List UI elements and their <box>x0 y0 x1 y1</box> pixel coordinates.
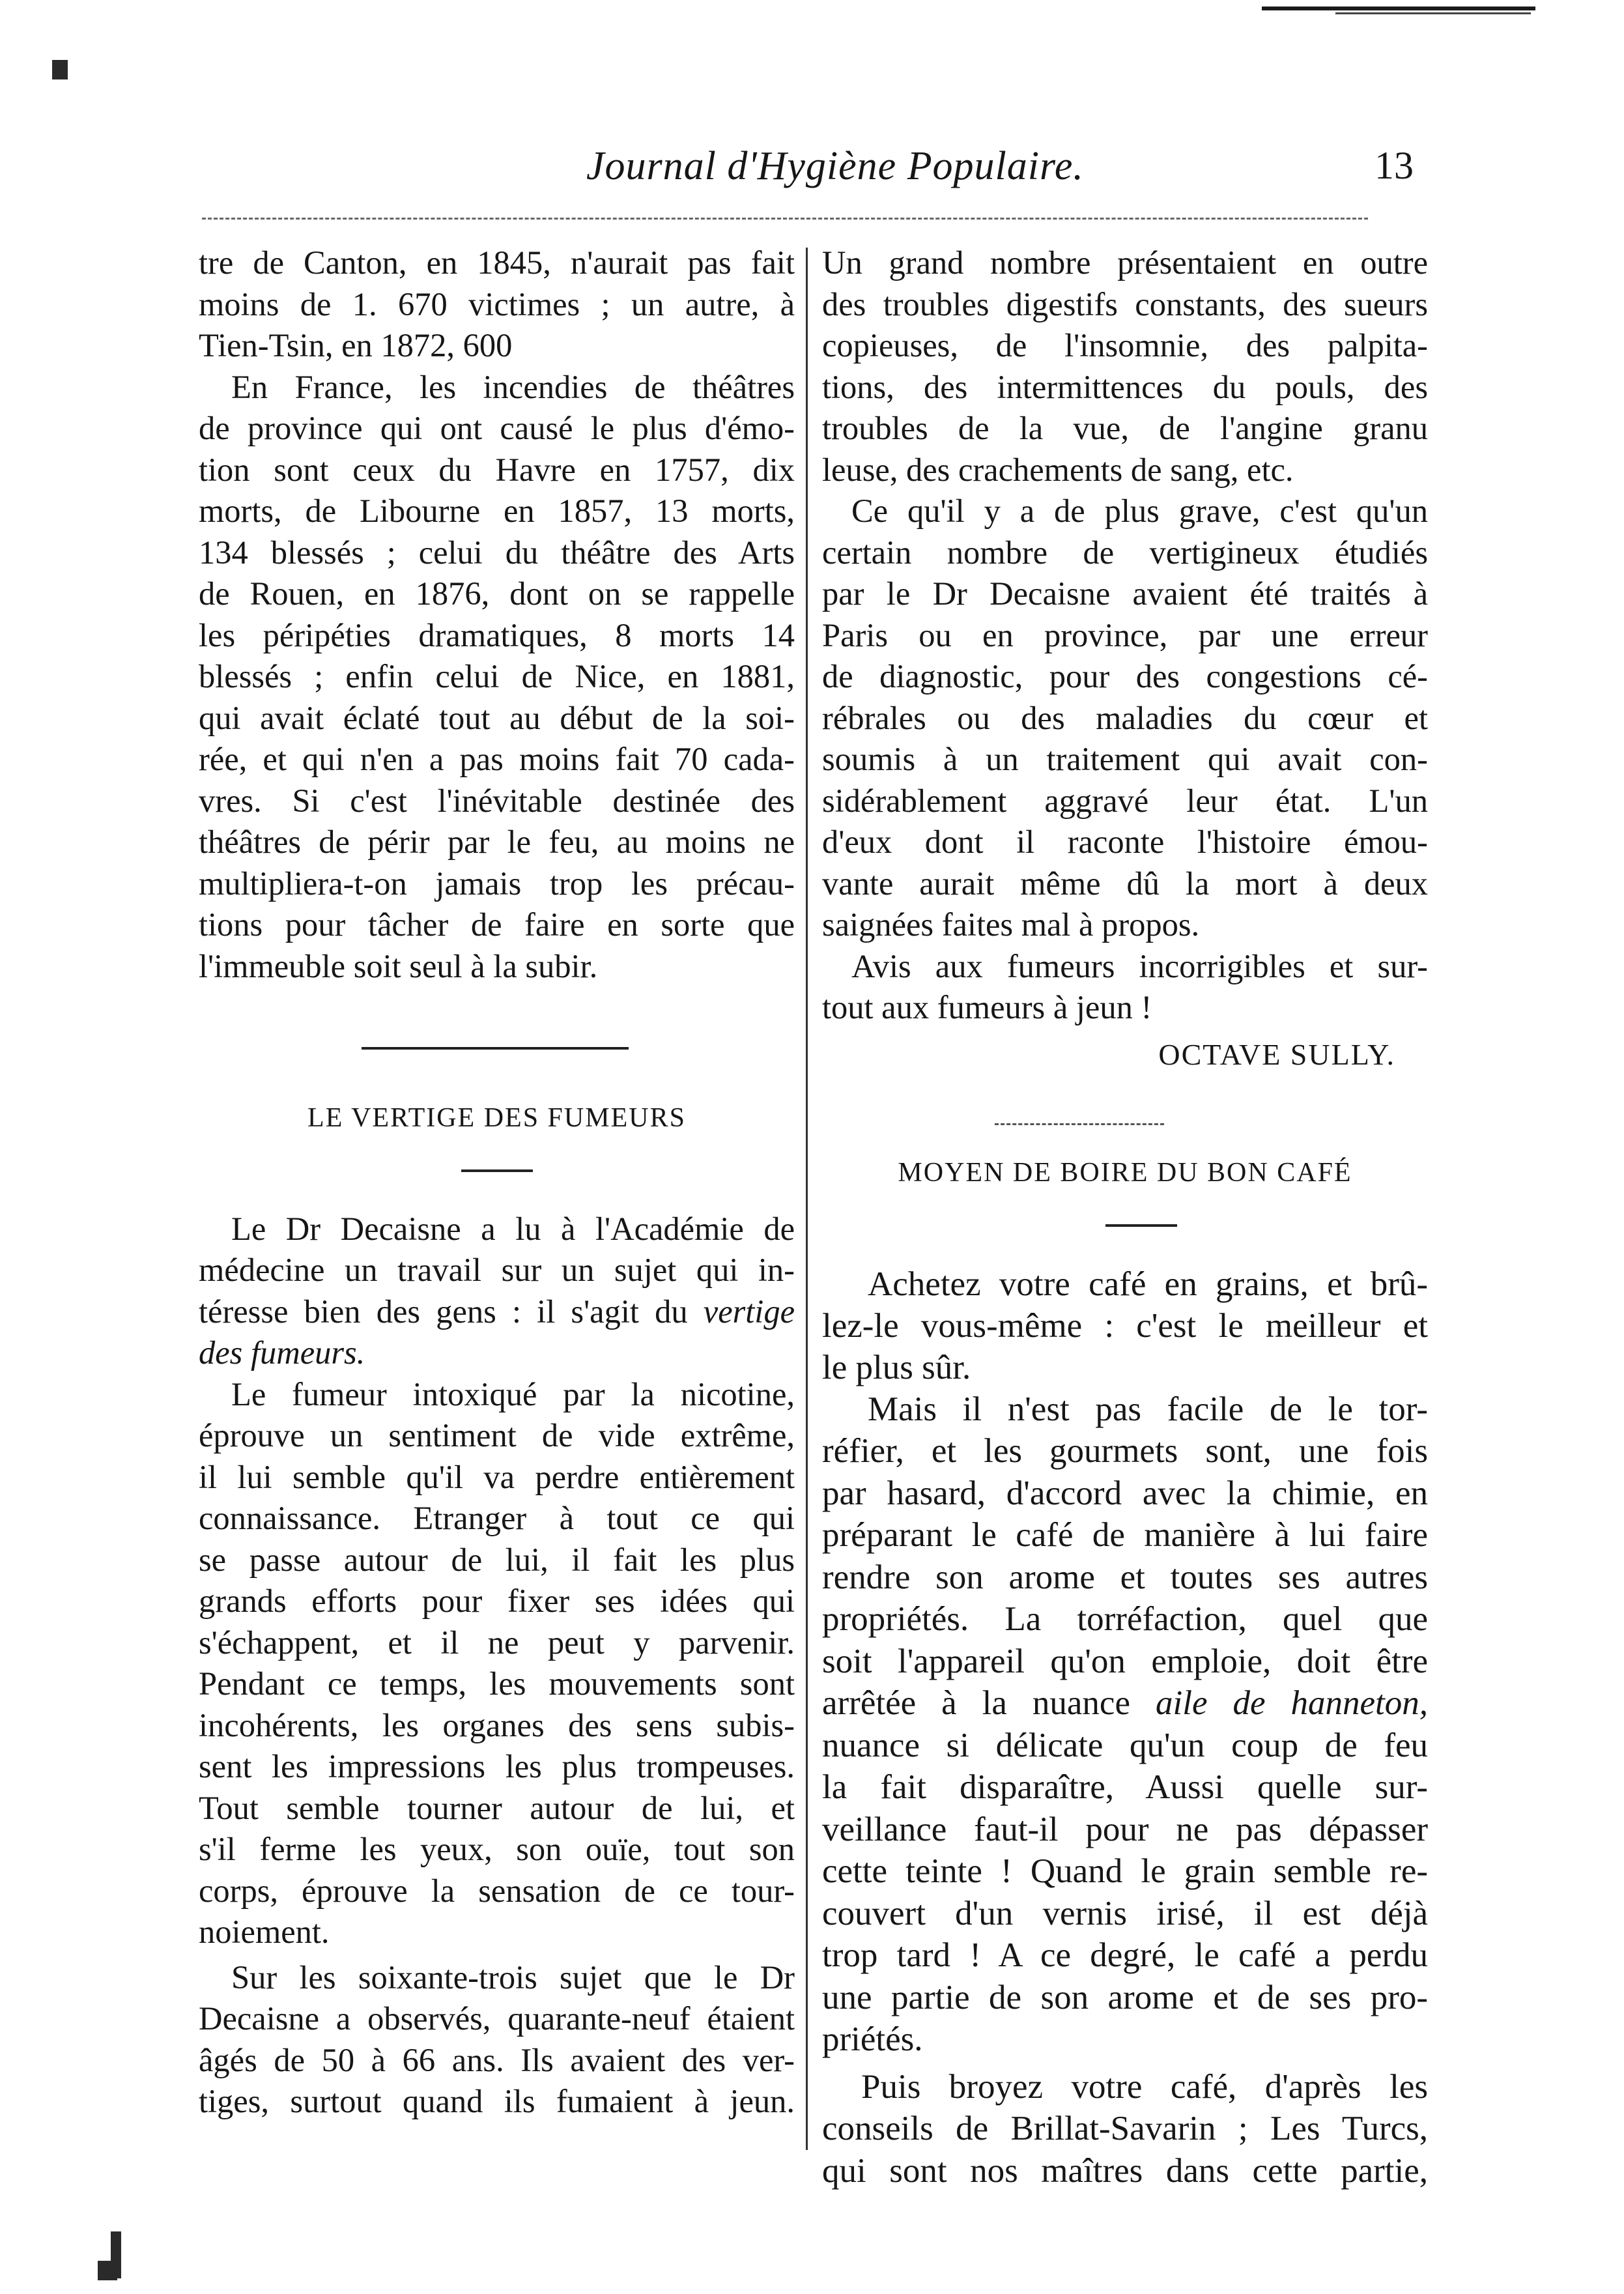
scan-mark <box>52 60 68 79</box>
text-line: Tout semble tourner autour de lui, et <box>199 1789 795 1826</box>
text-line: qui avait éclaté tout au début de la soi- <box>199 699 795 736</box>
text-line: tion sont ceux du Havre en 1757, dix <box>199 451 795 488</box>
text-line: moins de 1. 670 victimes ; un autre, à <box>199 285 795 323</box>
column-divider <box>806 248 808 2150</box>
text-line: il lui semble qu'il va perdre entièrement <box>199 1458 795 1495</box>
text-line: tions, des intermittences du pouls, des <box>822 368 1428 405</box>
text-line: s'échappent, et il ne peut y parvenir. <box>199 1624 795 1661</box>
text-line: qui sont nos maîtres dans cette partie, <box>822 2151 1428 2190</box>
grave-paragraph <box>822 491 1428 946</box>
text-line: Sur les soixante-trois sujet que le Dr <box>231 1958 795 1996</box>
text-segment: téresse bien des gens : il s'agit du <box>199 1293 688 1330</box>
text-line: de diagnostic, pour des congestions cé- <box>822 658 1428 695</box>
text-line: une partie de son arome et de ses pro- <box>822 1978 1428 2016</box>
text-line: lez-le vous-même : c'est le meilleur et <box>822 1306 1428 1345</box>
avis-paragraph <box>822 946 1428 1029</box>
text-line: grands efforts pour fixer ses idées qui <box>199 1583 795 1619</box>
text-line: tre de Canton, en 1845, n'aurait pas fait <box>199 244 795 281</box>
text-line: s'il ferme les yeux, son ouïe, tout son <box>199 1831 795 1867</box>
text-line: incohérents, les organes des sens subis- <box>199 1706 795 1743</box>
text-line: de province qui ont causé le plus d'émo- <box>199 410 795 446</box>
fumeur-paragraph <box>199 1374 795 1953</box>
text-line: Le fumeur intoxiqué par la nicotine, <box>231 1375 795 1412</box>
page-number: 13 <box>1375 144 1414 187</box>
text-line: l'immeuble soit seul à la subir. <box>199 947 598 984</box>
torrefier-paragraph <box>822 1388 1428 2061</box>
text-line: vres. Si c'est l'inévitable destinée des <box>199 782 795 819</box>
text-line: multipliera-t-on jamais trop les précau- <box>199 865 795 902</box>
text-line: Avis aux fumeurs incorrigibles et sur- <box>851 947 1428 984</box>
broyez-paragraph <box>822 2066 1428 2192</box>
text-line: priétés. <box>822 2020 923 2058</box>
text-line: conseils de Brillat-Savarin ; Les Turcs, <box>822 2110 1428 2147</box>
italic-term: vertige <box>703 1293 795 1330</box>
text-line: Achetez votre café en grains, et brû- <box>868 1265 1428 1303</box>
text-line: théâtres de périr par le feu, au moins ne <box>199 824 795 860</box>
journal-title: Journal d'Hygiène Populaire. <box>586 144 1084 188</box>
text-line: sidérablement aggravé leur état. L'un <box>822 782 1428 819</box>
text-line: se passe autour de lui, il fait les plus <box>199 1541 795 1578</box>
author-signature: OCTAVE SULLY. <box>1158 1037 1395 1071</box>
text-line: tout aux fumeurs à jeun ! <box>822 989 1152 1025</box>
text-line: Tien-Tsin, en 1872, 600 <box>199 327 513 364</box>
text-line: cette teinte ! Quand le grain semble re- <box>822 1852 1428 1890</box>
text-line: Decaisne a observés, quarante-neuf étaient <box>199 2000 795 2037</box>
text-line <box>822 1682 1428 1725</box>
text-line: d'eux dont il raconte l'histoire émou- <box>822 824 1428 860</box>
text-line: la fait disparaître, Aussi quelle sur- <box>822 1768 1428 1806</box>
text-segment: arrêtée à la nuance <box>822 1684 1130 1722</box>
text-line: Paris ou en province, par une erreur <box>822 616 1428 653</box>
text-line: soumis à un traitement qui avait con- <box>822 741 1428 777</box>
text-line: noiement. <box>199 1914 330 1950</box>
text-line: éprouve un sentiment de vide extrême, <box>199 1417 795 1454</box>
left-column <box>199 242 795 2123</box>
achetez-paragraph <box>822 1263 1428 1388</box>
text-line: Pendant ce temps, les mouvements sont <box>199 1665 795 1702</box>
text-line: veillance faut-il pour ne pas dépasser <box>822 1810 1428 1848</box>
italic-term: des fumeurs. <box>199 1334 365 1371</box>
text-line: troubles de la vue, de l'angine granu <box>822 410 1428 446</box>
text-line <box>199 1332 795 1374</box>
right-column <box>822 242 1428 2192</box>
text-line: En France, les incendies de théâtres <box>231 368 795 405</box>
text-line: Puis broyez votre café, d'après les <box>861 2067 1428 2106</box>
text-line: rendre son arome et toutes ses autres <box>822 1558 1428 1596</box>
top-edge-rule <box>1262 7 1535 10</box>
text-line: trop tard ! A ce degré, le café a perdu <box>822 1936 1428 1974</box>
article-title-vertige: LE VERTIGE DES FUMEURS <box>307 1103 686 1133</box>
text-line: rée, et qui n'en a pas moins fait 70 cada- <box>199 741 795 777</box>
scan-mark <box>98 2261 117 2280</box>
fire-paragraph <box>199 242 795 367</box>
text-line: vante aurait même dû la mort à deux <box>822 865 1428 902</box>
text-line: soit l'appareil qu'on emploie, doit être <box>822 1642 1428 1680</box>
text-line: de Rouen, en 1876, dont on se rappelle <box>199 575 795 612</box>
text-line <box>199 1291 795 1333</box>
text-line: Mais il n'est pas facile de le tor- <box>868 1390 1428 1428</box>
text-line: sent les impressions les plus trompeuses. <box>199 1748 795 1785</box>
text-line: par hasard, d'accord avec la chimie, en <box>822 1474 1428 1512</box>
intro-paragraph <box>199 1209 795 1374</box>
text-line: Ce qu'il y a de plus grave, c'est qu'un <box>851 493 1428 529</box>
text-line: copieuses, de l'insomnie, des palpita- <box>822 327 1428 364</box>
text-line: couvert d'un vernis irisé, il est déjà <box>822 1894 1428 1932</box>
title-underline <box>1105 1224 1177 1227</box>
text-line: Le Dr Decaisne a lu à l'Académie de <box>231 1210 795 1247</box>
text-line: morts, de Libourne en 1857, 13 morts, <box>199 493 795 529</box>
text-line: médecine un travail sur un sujet qui in- <box>199 1252 795 1288</box>
text-line: les péripéties dramatiques, 8 morts 14 <box>199 616 795 653</box>
page-header <box>586 143 1453 202</box>
italic-term: aile de hanneton, <box>1156 1684 1428 1722</box>
text-line: saignées faites mal à propos. <box>822 906 1200 943</box>
symptoms-paragraph <box>822 242 1428 491</box>
text-line: nuance si délicate qu'un coup de feu <box>822 1726 1428 1764</box>
text-line: certain nombre de vertigineux étudiés <box>822 534 1428 571</box>
section-divider <box>995 1123 1164 1125</box>
text-line: connaissance. Etranger à tout ce qui <box>199 1500 795 1536</box>
text-line: réfier, et les gourmets sont, une fois <box>822 1432 1428 1470</box>
france-paragraph <box>199 367 795 988</box>
article-title-cafe: MOYEN DE BOIRE DU BON CAFÉ <box>898 1158 1352 1188</box>
text-line: des troubles digestifs constants, des sueurs <box>822 285 1428 323</box>
text-line: corps, éprouve la sensation de ce tour- <box>199 1872 795 1909</box>
header-rule <box>202 218 1368 220</box>
top-edge-rule-secondary <box>1335 12 1531 14</box>
text-line: rébrales ou des maladies du cœur et <box>822 699 1428 736</box>
text-line: préparant le café de manière à lui faire <box>822 1516 1428 1554</box>
text-line: par le Dr Decaisne avaient été traités à <box>822 575 1428 612</box>
text-line: le plus sûr. <box>822 1348 971 1386</box>
text-line: tions pour tâcher de faire en sorte que <box>199 906 795 943</box>
text-line: leuse, des crachements de sang, etc. <box>822 451 1294 488</box>
text-line: tiges, surtout quand ils fumaient à jeun. <box>199 2083 795 2119</box>
section-divider <box>362 1047 629 1050</box>
title-underline <box>461 1169 533 1172</box>
sujets-paragraph <box>199 1957 795 2123</box>
text-line: Un grand nombre présentaient en outre <box>822 244 1428 281</box>
text-line: 134 blessés ; celui du théâtre des Arts <box>199 534 795 571</box>
text-line: blessés ; enfin celui de Nice, en 1881, <box>199 658 795 695</box>
text-line: propriétés. La torréfaction, quel que <box>822 1600 1428 1638</box>
text-line: âgés de 50 à 66 ans. Ils avaient des ver- <box>199 2041 795 2078</box>
